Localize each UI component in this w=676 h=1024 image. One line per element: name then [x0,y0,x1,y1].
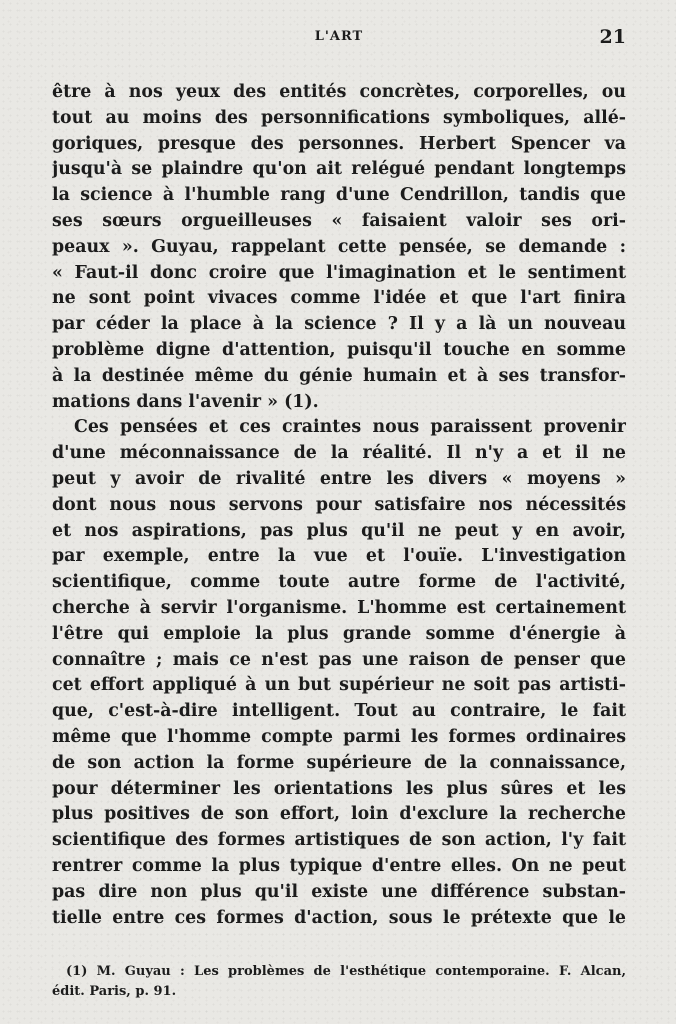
page-number: 21 [599,26,626,48]
text-line: Ces pensées et ces craintes nous paraissent provenir [74,417,626,438]
text-line: tout au moins des personnifications symboliques, allé- [52,107,626,128]
text-line: tielle entre ces formes d'action, sous le prétexte que le [52,907,626,928]
text-line: être à nos yeux des entités concrètes, corporelles, ou [52,82,626,102]
text-line: dont nous nous servons pour satisfaire nos nécessités [52,494,626,515]
footnote-line: édit. Paris, p. 91. [52,984,177,999]
footnote [52,962,626,1002]
text-line: pour déterminer les orientations les plus sûres et les [52,778,626,799]
text-line: peut y avoir de rivalité entre les divers « moyens » [52,468,626,489]
text-line: « Faut-il donc croire que l'imagination et le sentiment [52,262,626,283]
text-line: scientifique des formes artistiques de son action, l'y fait [52,830,626,851]
text-line: rentrer comme la plus typique d'entre elles. On ne peut [52,855,626,876]
text-line: à la destinée même du génie humain et à ses transfor- [52,365,626,386]
text-line: par exemple, entre la vue et l'ouïe. L'investigation [52,546,626,567]
running-title: L'ART [314,29,364,44]
text-line: que, c'est-à-dire intelligent. Tout au contraire, le fait [52,701,626,722]
text-line: ne sont point vivaces comme l'idée et que l'art finira [52,288,626,309]
text-line: d'une méconnaissance de la réalité. Il n'y a et il ne [52,443,626,464]
text-line: plus positives de son effort, loin d'exclure la recherche [52,804,626,825]
footnote-line: (1) M. Guyau : Les problèmes de l'esthétique contemporaine. F. Alcan, [66,964,626,979]
text-line: goriques, presque des personnes. Herbert Spencer va [52,133,626,154]
text-line: connaître ; mais ce n'est pas une raison de penser que [52,649,626,670]
text-line: de son action la forme supérieure de la connaissance, [52,752,626,773]
text-line: jusqu'à se plaindre qu'on ait relégué pendant longtemps [52,159,626,180]
text-line: cet effort appliqué à un but supérieur ne soit pas artisti- [52,675,626,696]
text-line: mations dans l'avenir » (1). [52,391,319,412]
text-line: même que l'homme compte parmi les formes ordinaires [52,726,626,747]
text-line: peaux ». Guyau, rappelant cette pensée, se demande : [52,236,626,257]
text-line: la science à l'humble rang d'une Cendrillon, tandis que [52,185,626,206]
text-line: et nos aspirations, pas plus qu'il ne peut y en avoir, [52,520,626,541]
text-line: scientifique, comme toute autre forme de l'activité, [52,572,626,593]
text-line: ses sœurs orgueilleuses « faisaient valoir ses ori- [52,210,626,231]
text-line: pas dire non plus qu'il existe une différence substan- [52,881,626,902]
body-text [52,80,626,931]
text-line: par céder la place à la science ? Il y a là un nouveau [52,314,626,335]
text-line: cherche à servir l'organisme. L'homme est certainement [52,597,626,618]
page-header [52,26,626,50]
text-line: problème digne d'attention, puisqu'il touche en somme [52,339,626,360]
text-line: l'être qui emploie la plus grande somme d'énergie à [52,623,626,644]
